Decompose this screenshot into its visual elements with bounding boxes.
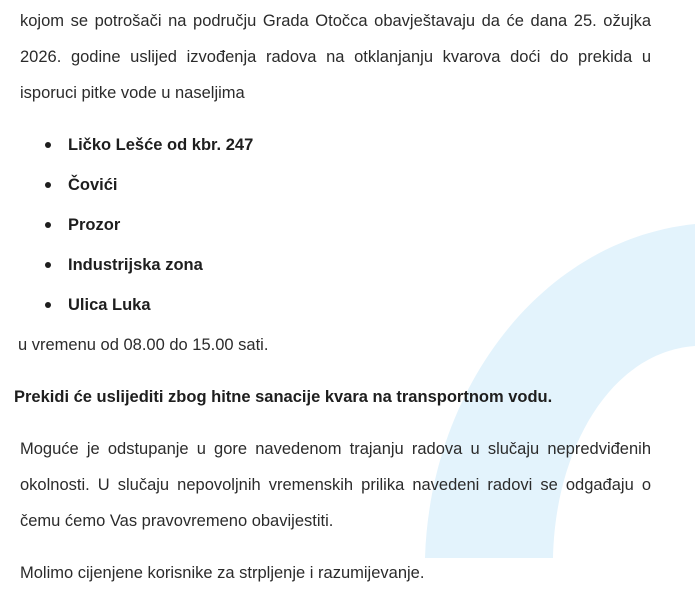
closing-text: Molimo cijenjene korisnike za strpljenje i razumijevanje.	[20, 564, 425, 582]
location-label: Čovići	[68, 176, 118, 194]
list-item	[40, 165, 253, 205]
bullet-icon	[45, 302, 51, 308]
bullet-icon	[45, 262, 51, 268]
location-label: Ulica Luka	[68, 296, 151, 314]
time-range-text: u vremenu od 08.00 do 15.00 sati.	[18, 336, 269, 354]
list-item	[40, 205, 253, 245]
location-label: Prozor	[68, 216, 121, 234]
list-item	[40, 285, 253, 325]
notice-paragraph: Moguće je odstupanje u gore navedenom trajanju radova u slučaju nepredviđenih okolnosti. U slučaju nepovoljnih vremenskih prilika navedeni radovi se odgađaju o čemu ćemo Vas pravovremeno obavijestiti.	[20, 440, 651, 530]
location-label: Industrijska zona	[68, 256, 203, 274]
list-item	[40, 125, 253, 165]
affected-locations-list	[40, 125, 253, 325]
bullet-icon	[45, 222, 51, 228]
bullet-icon	[45, 142, 51, 148]
list-item	[40, 245, 253, 285]
bullet-icon	[45, 182, 51, 188]
location-label: Ličko Lešće od kbr. 247	[68, 136, 254, 154]
reason-text: Prekidi će uslijediti zbog hitne sanacije kvara na transportnom vodu.	[14, 388, 553, 406]
intro-paragraph: kojom se potrošači na području Grada Otočca obavještavaju da će dana 25. ožujka 2026. godine uslijed izvođenja radova na otklanjanju kvarova doći do prekida u isporuci pitke vode u naseljima	[20, 12, 651, 102]
